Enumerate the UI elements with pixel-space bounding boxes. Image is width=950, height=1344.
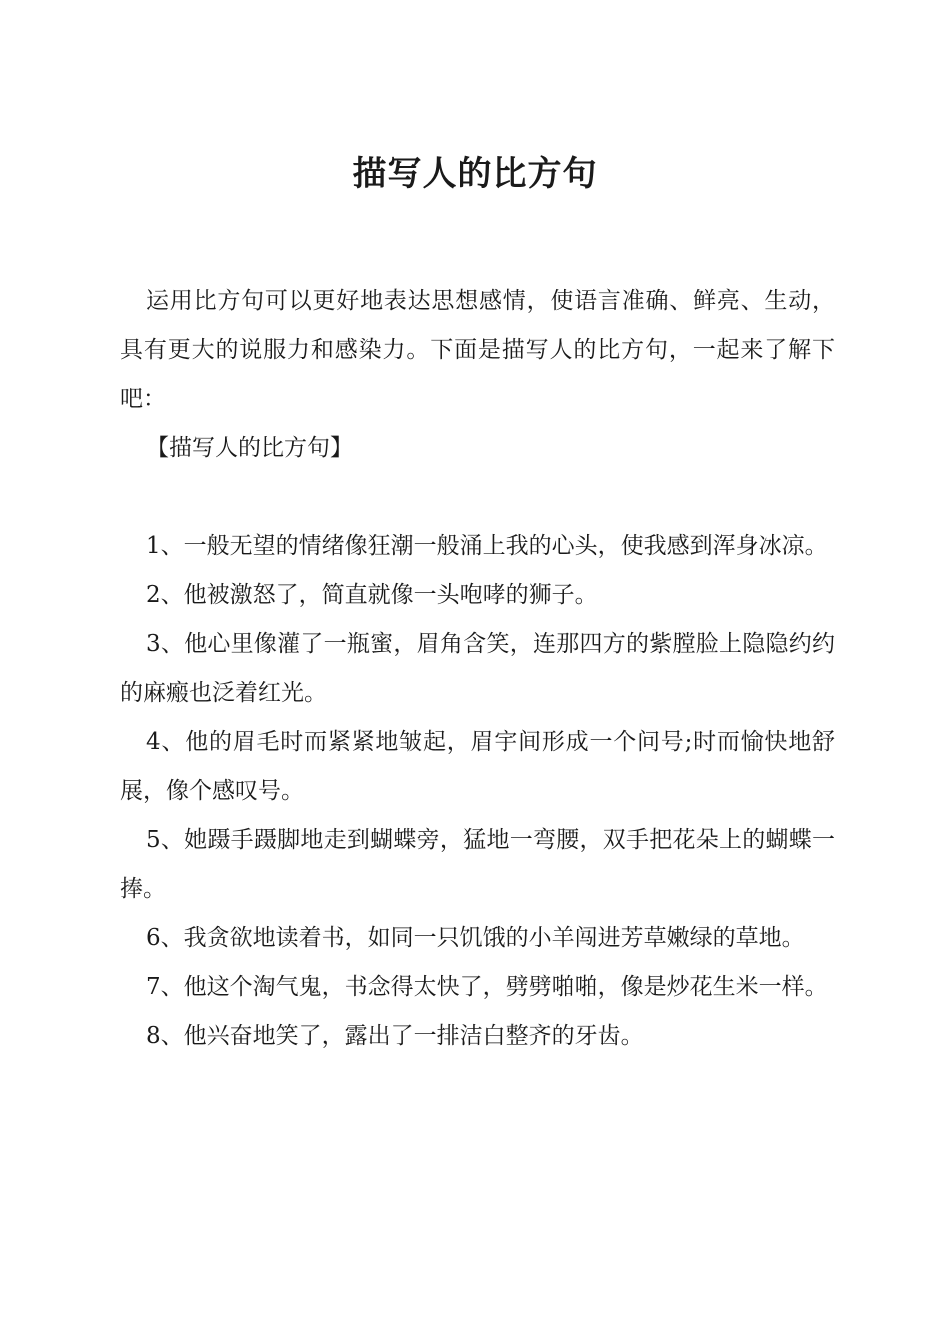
section-heading: 【描写人的比方句】 xyxy=(146,435,353,461)
list-item: 1、一般无望的情绪像狂潮一般涌上我的心头，使我感到浑身冰凉。 xyxy=(146,533,828,559)
intro-paragraph: 运用比方句可以更好地表达思想感情，使语言准确、鲜亮、生动，具有更大的说服力和感染力。下面是描写人的比方句，一起来了解下吧： xyxy=(120,288,835,412)
document-title: 描写人的比方句 xyxy=(352,154,598,194)
list-item: 8、他兴奋地笑了，露出了一排洁白整齐的牙齿。 xyxy=(146,1023,644,1049)
list-item: 6、我贪欲地读着书，如同一只饥饿的小羊闯进芳草嫩绿的草地。 xyxy=(146,925,805,951)
list-item: 2、他被激怒了，简直就像一头咆哮的狮子。 xyxy=(146,582,598,608)
list-item: 4、他的眉毛时而紧紧地皱起，眉宇间形成一个问号;时而愉快地舒展，像个感叹号。 xyxy=(120,729,835,804)
list-item: 7、他这个淘气鬼，书念得太快了，劈劈啪啪，像是炒花生米一样。 xyxy=(146,974,828,1000)
list-item: 3、他心里像灌了一瓶蜜，眉角含笑，连那四方的紫膛脸上隐隐约约的麻瘢也泛着红光。 xyxy=(120,631,835,706)
document-body xyxy=(120,277,835,1061)
list-item: 5、她蹑手蹑脚地走到蝴蝶旁，猛地一弯腰，双手把花朵上的蝴蝶一捧。 xyxy=(120,827,835,902)
